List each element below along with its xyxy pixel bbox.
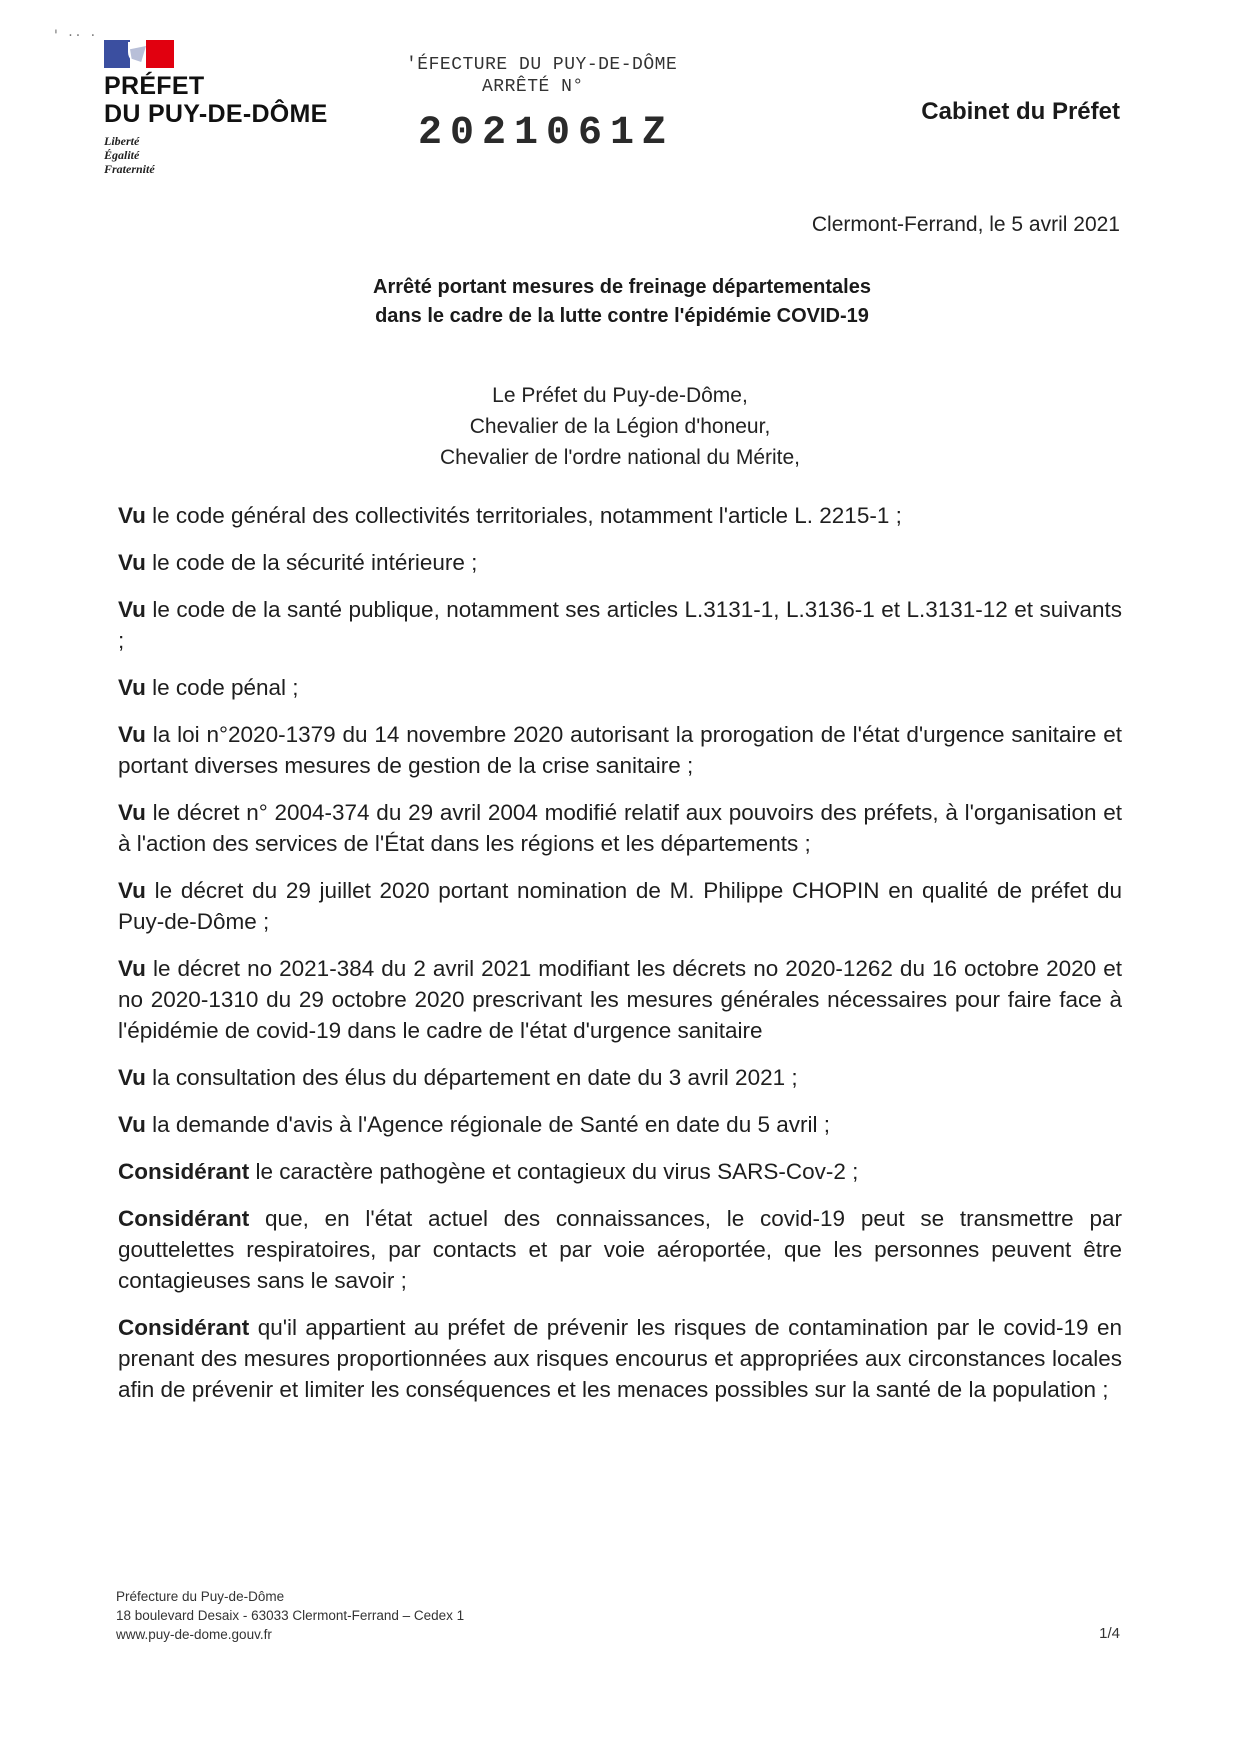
paragraph-keyword: Vu [118,597,146,622]
paragraph-keyword: Vu [118,956,146,981]
logo-title [104,72,328,128]
republic-motto [104,134,328,176]
paragraph-text: le code pénal ; [145,675,299,700]
preamble-paragraph [118,594,1122,656]
motto-fraternite: Fraternité [104,162,155,176]
preamble-paragraph [118,797,1122,859]
signatory-line3: Chevalier de l'ordre national du Mérite, [439,446,801,469]
paragraph-text: le décret du 29 juillet 2020 portant nomination de M. Philippe CHOPIN en qualité de préfet du Puy-de-Dôme ; [118,878,1122,934]
preamble-body [118,500,1122,1421]
preamble-paragraph [118,719,1122,781]
stamp-prefecture: 'ÉFECTURE DU PUY-DE-DÔME [406,55,678,75]
paragraph-keyword: Vu [118,1065,146,1090]
paragraph-text: que, en l'état actuel des connaissances, le covid-19 peut se transmettre par gouttelettes respiratoires, par contacts et par voie aéroportée, que les personnes peuvent être contagieuses sans le savoir ; [118,1206,1122,1293]
scan-marks: ' ·· · [54,28,99,44]
page-number: 1/4 [1099,1625,1120,1642]
document-title [0,273,1240,331]
logo-title-line2: DU PUY-DE-DÔME [104,100,328,128]
preamble-paragraph [118,1062,1122,1093]
paragraph-keyword: Vu [118,800,146,825]
dateline: Clermont-Ferrand, le 5 avril 2021 [811,213,1120,236]
motto-egalite: Égalité [104,148,140,162]
decree-stamp [406,55,696,156]
signatory-block [0,380,1240,473]
paragraph-keyword: Vu [118,503,146,528]
preamble-paragraph [118,953,1122,1046]
motto-liberte: Liberté [104,134,140,148]
paragraph-keyword: Considérant [118,1159,250,1184]
paragraph-text: le décret n° 2004-374 du 29 avril 2004 modifié relatif aux pouvoirs des préfets, à l'organisation et à l'action des services de l'État dans les régions et les départements ; [118,800,1122,856]
paragraph-keyword: Considérant [118,1315,250,1340]
paragraph-text: la loi n°2020-1379 du 14 novembre 2020 autorisant la prorogation de l'état d'urgence sanitaire et portant diverses mesures de gestion de la crise sanitaire ; [118,722,1122,778]
preamble-paragraph [118,1203,1122,1296]
paragraph-text: la demande d'avis à l'Agence régionale de Santé en date du 5 avril ; [145,1112,830,1137]
paragraph-keyword: Considérant [118,1206,250,1231]
stamp-decree-number: 2021061Z [418,111,675,156]
marianne-flag-icon [104,40,174,68]
footer-prefecture: Préfecture du Puy-de-Dôme [116,1589,285,1604]
title-line1: Arrêté portant mesures de freinage départementales [373,276,871,298]
office-name: Cabinet du Préfet [921,98,1120,125]
preamble-paragraph [118,1312,1122,1405]
footer-address [116,1587,464,1644]
paragraph-keyword: Vu [118,675,146,700]
title-line2: dans le cadre de la lutte contre l'épidémie COVID-19 [375,305,869,327]
paragraph-keyword: Vu [118,1112,146,1137]
preamble-paragraph [118,672,1122,703]
paragraph-text: qu'il appartient au préfet de prévenir les risques de contamination par le covid-19 en prenant des mesures proportionnées aux risques encourus et appropriées aux circonstances locales afin de prévenir et limiter les conséquences et les menaces possibles sur la santé de la population ; [118,1315,1122,1402]
logo-title-line1: PRÉFET [104,72,205,100]
paragraph-keyword: Vu [118,878,146,903]
preamble-paragraph [118,1109,1122,1140]
signatory-line1: Le Préfet du Puy-de-Dôme, [492,384,748,407]
signatory-line2: Chevalier de la Légion d'honeur, [469,415,771,438]
paragraph-keyword: Vu [118,550,146,575]
footer-street: 18 boulevard Desaix - 63033 Clermont-Ferrand – Cedex 1 [116,1608,465,1623]
paragraph-text: le décret no 2021-384 du 2 avril 2021 modifiant les décrets no 2020-1262 du 16 octobre 2020 et no 2020-1310 du 29 octobre 2020 prescrivant les mesures générales nécessaires pour faire face à l'épidémie de covid-19 dans le cadre de l'état d'urgence sanitaire [118,956,1122,1043]
prefecture-logo [104,40,328,176]
footer-website-link[interactable]: www.puy-de-dome.gouv.fr [116,1627,272,1642]
paragraph-text: le code général des collectivités territoriales, notamment l'article L. 2215-1 ; [145,503,902,528]
stamp-arrete-label: ARRÊTÉ N° [482,77,584,97]
preamble-paragraph [118,547,1122,578]
paragraph-text: le caractère pathogène et contagieux du virus SARS-Cov-2 ; [249,1159,859,1184]
preamble-paragraph [118,875,1122,937]
paragraph-text: le code de la sécurité intérieure ; [145,550,478,575]
paragraph-keyword: Vu [118,722,146,747]
preamble-paragraph [118,500,1122,531]
paragraph-text: la consultation des élus du département en date du 3 avril 2021 ; [145,1065,798,1090]
paragraph-text: le code de la santé publique, notamment ses articles L.3131-1, L.3136-1 et L.3131-12 et suivants ; [118,597,1122,653]
preamble-paragraph [118,1156,1122,1187]
